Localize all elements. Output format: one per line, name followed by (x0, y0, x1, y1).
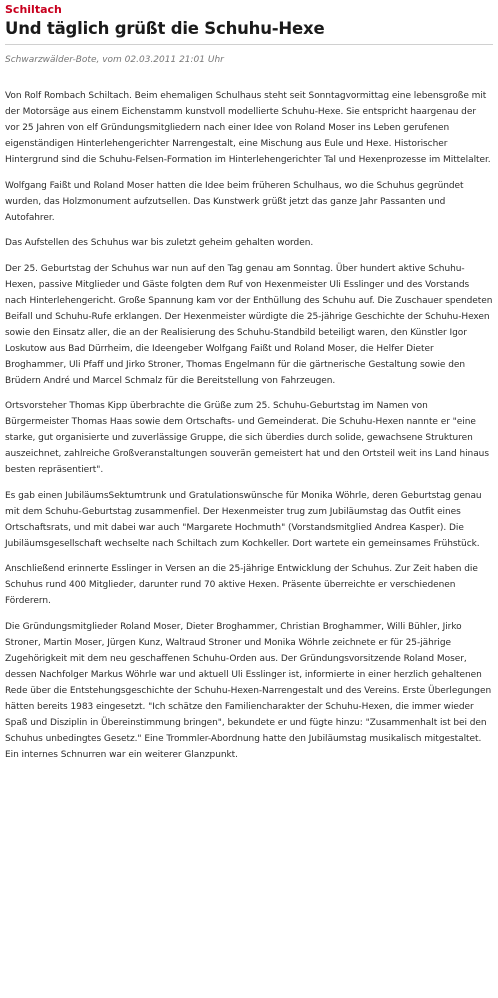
article-paragraph: Anschließend erinnerte Esslinger in Versen an die 25-jährige Entwicklung der Schuhus. Zur Zeit haben die Schuhus rund 400 Mitglieder, darunter rund 70 aktive Hexen. Präsente überreichte er verschiedenen Förderern. (5, 564, 478, 606)
headline-divider (5, 44, 493, 45)
article-paragraph: Der 25. Geburtstag der Schuhus war nun auf den Tag genau am Sonntag. Über hundert aktive Schuhu-Hexen, passive Mitglieder und Gäste folgten dem Ruf von Hexenmeister Uli Esslinger und des Vorstands nach Hinterlehengericht. Große Spannung kam vor der Enthüllung des Schuhu auf. Die Zuschauer spendeten Beifall und Schuhu-Rufe erklangen. Der Hexenmeister würdigte die 25-jährige Geschichte der Schuhu-Hexen sowie den Einsatz aller, die an der Realisierung des Schuhu-Standbild beteiligt waren, den Künstler Igor Loskutow aus Bad Dürrheim, die Ideengeber Wolfgang Faißt und Roland Moser, die Helfer Dieter Broghammer, Uli Pfaff und Jirko Stroner, Thomas Engelmann für die gärtnerische Gestaltung sowie den Brüdern André und Marcel Schmalz für die Bereitstellung von Fahrzeugen. (5, 263, 493, 386)
article-paragraph: Ortsvorsteher Thomas Kipp überbrachte die Grüße zum 25. Schuhu-Geburtstag im Namen von Bürgermeister Thomas Haas sowie dem Ortschafts- und Gemeinderat. Die Schuhu-Hexen nannte er "eine starke, gut organisierte und zuverlässige Gruppe, die sich überdies durch solide, gewachsene Strukturen auszeichnet, zahlreiche Großveranstaltungen souverän gemeistert hat und den Ortsteil weit ins Land hinaus besten repräsentiert". (5, 401, 489, 475)
article (5, 0, 493, 772)
article-paragraph: Es gab einen JubiläumsSektumtrunk und Gratulationswünsche für Monika Wöhrle, deren Geburtstag genau mit dem Schuhu-Geburtstag zusammenfiel. Der Hexenmeister trug zum Jubiläumstag das Outfit eines Ortschaftsrats, und mit dabei war auch "Margarete Hochmuth" (Vorstandsmitglied Andrea Kasper). Die Jubiläumsgesellschaft wechselte nach Schiltach zum Kochkeller. Dort wartete ein gemeinsames Frühstück. (5, 490, 482, 549)
article-paragraph: Wolfgang Faißt und Roland Moser hatten die Idee beim früheren Schulhaus, wo die Schuhus gegründet wurden, das Holzmonument aufzutsellen. Das Kunstwerk grüßt jetzt das ganze Jahr Passanten und Autofahrer. (5, 180, 464, 223)
article-paragraph: Das Aufstellen des Schuhus war bis zuletzt geheim gehalten worden. (5, 238, 314, 248)
article-paragraph: Die Gründungsmitglieder Roland Moser, Dieter Broghammer, Christian Broghammer, Willi Bühler, Jirko Stroner, Martin Moser, Jürgen Kunz, Waltraud Stroner und Monika Wöhrle zeichnete er für 25-jährige Zugehörigkeit mit dem neu geschaffenen Schuhu-Orden aus. Der Gründungsvorsitzende Roland Moser, dessen Nachfolger Markus Wöhrle war und aktuell Uli Esslinger ist, informierte in einer herzlich gehaltenen Rede über die Entstehungsgeschichte der Schuhu-Hexen-Narrengestalt und des Vereins. Erste Überlegungen hätten bereits 1983 eingesetzt. "Ich schätze den Familiencharakter der Schuhu-Hexen, die immer wieder Spaß und Disziplin in Übereinstimmung bringen", bekundete er und fügte hinzu: "Zusammenhalt ist bei den Schuhus unbedingtes Gesetz." Eine Trommler-Abordnung hatte den Jubiläumstag musikalisch mitgestaltet. Ein internes Schnurren war ein weiterer Glanzpunkt. (5, 621, 492, 760)
article-byline: Schwarzwälder-Bote, vom 02.03.2011 21:01 Uhr (5, 55, 224, 65)
article-paragraph: Von Rolf Rombach Schiltach. Beim ehemaligen Schulhaus steht seit Sonntagvormittag eine lebensgroße mit der Motorsäge aus einem Eichenstamm kunstvoll modellierte Schuhu-Hexe. Sie entspricht haargenau der vor 25 Jahren von elf Gründungsmitgliedern nach einer Idee von Roland Moser ins Leben gerufenen eigenständigen Hinterlehengerichter Narrengestalt, eine Mischung aus Eule und Hexe. Historischer Hintergrund sind die Schuhu-Felsen-Formation im Hinterlehengerichter Tal und Hexenprozesse im Mittelalter. (5, 91, 491, 165)
article-headline: Und täglich grüßt die Schuhu-Hexe (5, 19, 325, 38)
article-body (5, 88, 493, 763)
article-kicker: Schiltach (5, 3, 62, 16)
